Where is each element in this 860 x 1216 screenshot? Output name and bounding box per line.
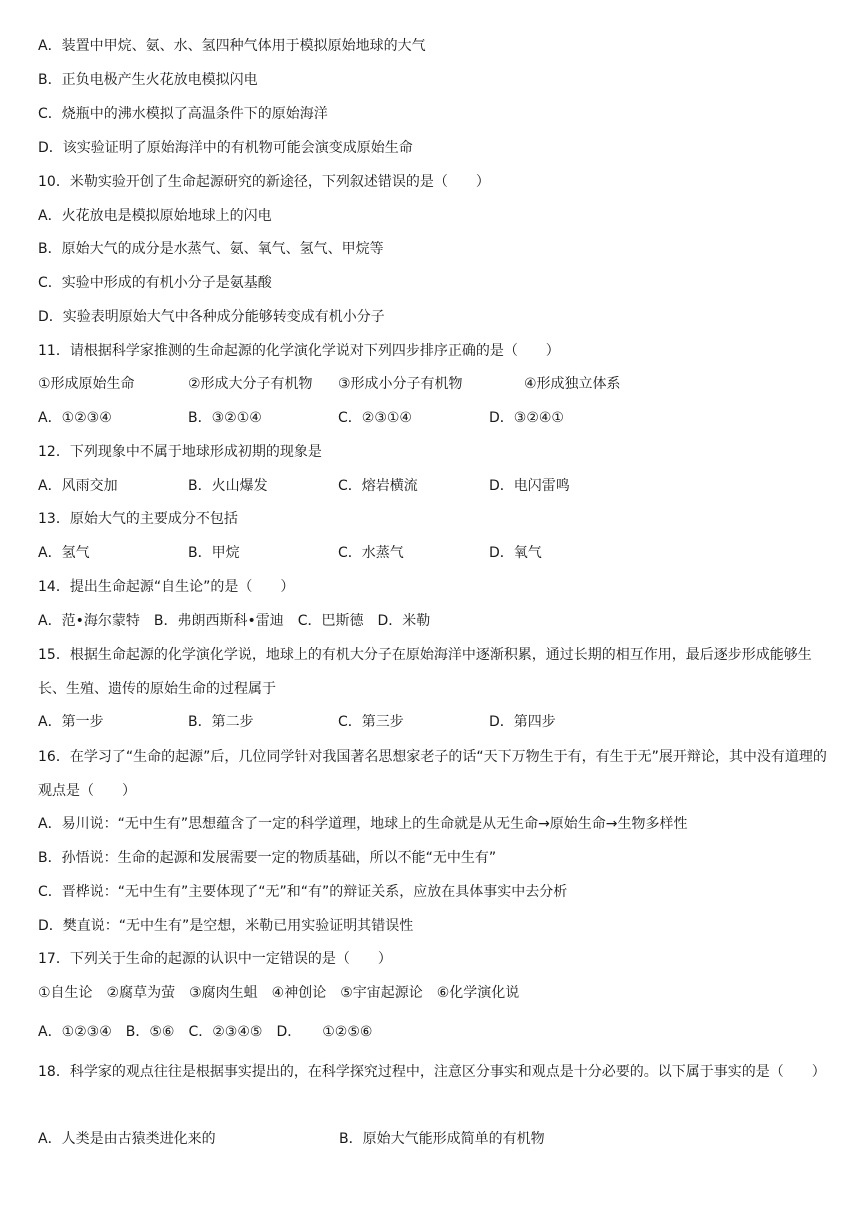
q15-option-b: B．第二步 [188,714,254,730]
q18-options [38,1129,838,1149]
q10-stem: 10．米勒实验开创了生命起源研究的新途径，下列叙述错误的是（ ） [38,174,490,190]
q16-stem: 16．在学习了“生命的起源”后，几位同学针对我国著名思想家老子的话“天下万物生于有，有生于无”展开辩论，其中没有道理的观点是（ ） [38,749,827,799]
q10-option-d: D．实验表明原始大气中各种成分能够转变成有机小分子 [38,309,385,325]
q11-option-b: B．③②①④ [188,410,262,426]
q12-option-c: C．熔岩横流 [338,478,418,494]
q17-options: A．①②③④ B．⑤⑥ C．②③④⑤ D． ①②⑤⑥ [38,1024,373,1040]
q18-stem: 18．科学家的观点往往是根据事实提出的，在科学探究过程中，注意区分事实和观点是十分必要的。以下属于事实的是（ ） [38,1064,826,1080]
q16-option-c: C．晋桦说：“无中生有”主要体现了“无”和“有”的辩证关系，应放在具体事实中去分析 [38,884,568,900]
q12-options [38,476,838,496]
q13-option-b: B．甲烷 [188,545,240,561]
q11-stem: 11．请根据科学家推测的生命起源的化学演化学说对下列四步排序正确的是（ ） [38,343,560,359]
q11-step-2: ②形成大分子有机物 [188,376,313,392]
q11-step-1: ①形成原始生命 [38,376,135,392]
q9-option-d: D．该实验证明了原始海洋中的有机物可能会演变成原始生命 [38,140,413,156]
q12-option-d: D．电闪雷鸣 [489,478,570,494]
q17-stem: 17．下列关于生命的起源的认识中一定错误的是（ ） [38,951,392,967]
q15-option-a: A．第一步 [38,714,104,730]
q11-option-c: C．②③①④ [338,410,412,426]
q11-option-a: A．①②③④ [38,410,112,426]
q13-options [38,543,838,563]
q18-option-b: B．原始大气能形成简单的有机物 [339,1131,545,1147]
q14-options: A．范•海尔蒙特 B．弗朗西斯科•雷迪 C．巴斯德 D．米勒 [38,613,431,629]
q12-stem: 12．下列现象中不属于地球形成初期的现象是 [38,444,322,460]
q14-stem: 14．提出生命起源“自生论”的是（ ） [38,579,295,595]
q11-steps [38,374,838,394]
q15-stem: 15．根据生命起源的化学演化学说，地球上的有机大分子在原始海洋中逐渐积累，通过长期的相互作用，最后逐步形成能够生长、生殖、遗传的原始生命的过程属于 [38,647,812,697]
q17-items: ①自生论 ②腐草为萤 ③腐肉生蛆 ④神创论 ⑤宇宙起源论 ⑥化学演化说 [38,985,520,1001]
q15-option-d: D．第四步 [489,714,556,730]
q9-option-b: B．正负电极产生火花放电模拟闪电 [38,72,258,88]
q11-options [38,408,838,428]
q11-step-3: ③形成小分子有机物 [338,376,463,392]
q13-option-a: A．氢气 [38,545,90,561]
q12-option-b: B．火山爆发 [188,478,268,494]
q9-option-c: C．烧瓶中的沸水模拟了高温条件下的原始海洋 [38,106,328,122]
q16-option-d: D．樊直说：“无中生有”是空想，米勒已用实验证明其错误性 [38,918,414,934]
q18-option-a: A．人类是由古猿类进化来的 [38,1131,216,1147]
q13-option-d: D．氧气 [489,545,542,561]
q16-option-b: B．孙悟说：生命的起源和发展需要一定的物质基础，所以不能“无中生有” [38,850,497,866]
q11-option-d: D．③②④① [489,410,564,426]
q15-option-c: C．第三步 [338,714,404,730]
q16-option-a: A．易川说：“无中生有”思想蕴含了一定的科学道理，地球上的生命就是从无生命→原始生命→生物多样性 [38,816,688,832]
q10-option-b: B．原始大气的成分是水蒸气、氨、氧气、氢气、甲烷等 [38,241,384,257]
q13-option-c: C．水蒸气 [338,545,404,561]
q9-option-a: A．装置中甲烷、氨、水、氢四种气体用于模拟原始地球的大气 [38,38,426,54]
q12-option-a: A．风雨交加 [38,478,118,494]
q10-option-c: C．实验中形成的有机小分子是氨基酸 [38,275,272,291]
q11-step-4: ④形成独立体系 [524,376,621,392]
q13-stem: 13．原始大气的主要成分不包括 [38,511,238,527]
q10-option-a: A．火花放电是模拟原始地球上的闪电 [38,208,272,224]
q15-options [38,712,838,732]
